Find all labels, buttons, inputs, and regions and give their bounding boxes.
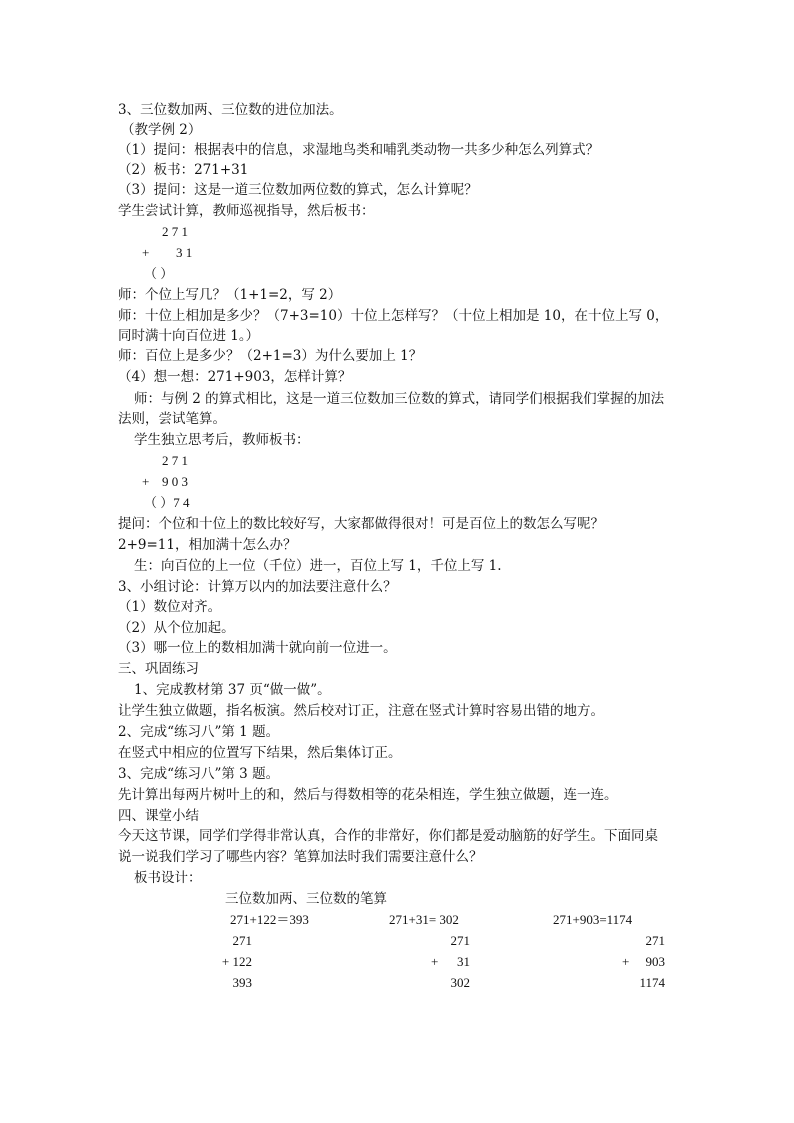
plus-sign: + (431, 954, 439, 969)
paragraph-line: 3、完成“练习八”第 3 题。 (118, 766, 280, 782)
paragraph-line: 法则，尝试笔算。 (118, 411, 226, 427)
section-heading: 四、课堂小结 (118, 808, 199, 824)
paragraph-line: 同时满十向百位进 1。） (118, 328, 260, 344)
paragraph-line: 学生独立思考后，教师板书： (134, 432, 310, 448)
paragraph-line: 3、小组讨论：计算万以内的加法要注意什么？ (118, 579, 397, 595)
paragraph-line: 先计算出每两片树叶上的和，然后与得数相等的花朵相连，学生独立做题，连一连。 (118, 787, 618, 803)
paragraph-line: 2、完成“练习八”第 1 题。 (118, 724, 280, 740)
board-vertical-result: 1174 (639, 975, 665, 990)
paragraph-line: （教学例 2） (121, 122, 202, 138)
paragraph-line: 1、完成教材第 37 页“做一做”。 (134, 682, 331, 698)
paragraph-line: 师：个位上写几？（1+1=2，写 2） (118, 287, 342, 303)
paragraph-line: 2+9=11，相加满十怎么办？ (118, 537, 297, 553)
paragraph-line: 说一说我们学习了哪些内容？笔算加法时我们需要注意什么？ (118, 849, 483, 865)
board-vertical-top: 271 (645, 933, 665, 948)
paragraph-line: 师：与例 2 的算式相比，这是一道三位数加三位数的算式，请同学们根据我们掌握的加法 (134, 391, 665, 407)
section-heading: 3、三位数加两、三位数的进位加法。 (118, 102, 343, 118)
paragraph-line: 生：向百位的上一位（千位）进一，百位上写 1，千位上写 1. (134, 558, 502, 574)
paragraph-line: 在竖式中相应的位置写下结果，然后集体订正。 (118, 745, 402, 761)
paragraph-line: （3）哪一位上的数相加满十就向前一位进一。 (118, 640, 397, 656)
paragraph-line: 师：十位上相加是多少？（7+3=10）十位上怎样写？（十位上相加是 10，在十位上写 0， (118, 308, 669, 324)
plus-sign: + (622, 954, 630, 969)
paragraph-line: 让学生独立做题，指名板演。然后校对订正，注意在竖式计算时容易出错的地方。 (118, 703, 604, 719)
vertical-calc-result: （ ） (144, 266, 174, 281)
paragraph-line: 学生尝试计算，教师巡视指导，然后板书： (118, 203, 375, 219)
vertical-calc-addend: 3 1 (176, 245, 193, 260)
paragraph-line: （3）提问：这是一道三位数加两位数的算式，怎么计算呢？ (118, 182, 478, 198)
board-vertical-addend: 903 (645, 954, 665, 969)
plus-sign: + (142, 474, 150, 489)
vertical-calc-top: 2 7 1 (162, 224, 188, 239)
paragraph-line: 提问：个位和十位上的数比较好写，大家都做得很对！可是百位上的数怎么写呢？ (118, 516, 604, 532)
paragraph-line: （1）数位对齐。 (118, 599, 222, 615)
board-vertical-result: 393 (232, 975, 252, 990)
paragraph-line: （2）板书：271+31 (118, 162, 249, 178)
board-equation: 271+903=1174 (553, 912, 633, 927)
plus-sign: + (142, 245, 150, 260)
board-vertical-top: 271 (450, 933, 470, 948)
vertical-calc-top: 2 7 1 (162, 453, 188, 468)
board-title: 三位数加两、三位数的笔算 (225, 891, 387, 906)
board-equation: 271+31= 302 (389, 912, 459, 927)
board-vertical-top: 271 (232, 933, 252, 948)
board-vertical-addend: + 122 (221, 954, 252, 969)
vertical-calc-result: （ ）7 4 (144, 495, 190, 510)
vertical-calc-addend: 9 0 3 (162, 474, 188, 489)
board-vertical-result: 302 (450, 975, 470, 990)
board-equation: 271+122＝393 (230, 912, 309, 927)
section-heading: 三、巩固练习 (118, 661, 199, 677)
paragraph-line: （2）从个位加起。 (118, 620, 235, 636)
paragraph-line: （1）提问：根据表中的信息，求湿地鸟类和哺乳类动物一共多少种怎么列算式？ (118, 142, 600, 158)
paragraph-line: （4）想一想：271+903，怎样计算？ (118, 369, 352, 385)
paragraph-line: 今天这节课，同学们学得非常认真，合作的非常好，你们都是爱动脑筋的好学生。下面同桌 (118, 828, 658, 844)
paragraph-line: 师：百位上是多少？（2+1=3）为什么要加上 1？ (118, 348, 423, 364)
paragraph-line: 板书设计： (134, 870, 202, 886)
board-vertical-addend: 31 (457, 954, 470, 969)
